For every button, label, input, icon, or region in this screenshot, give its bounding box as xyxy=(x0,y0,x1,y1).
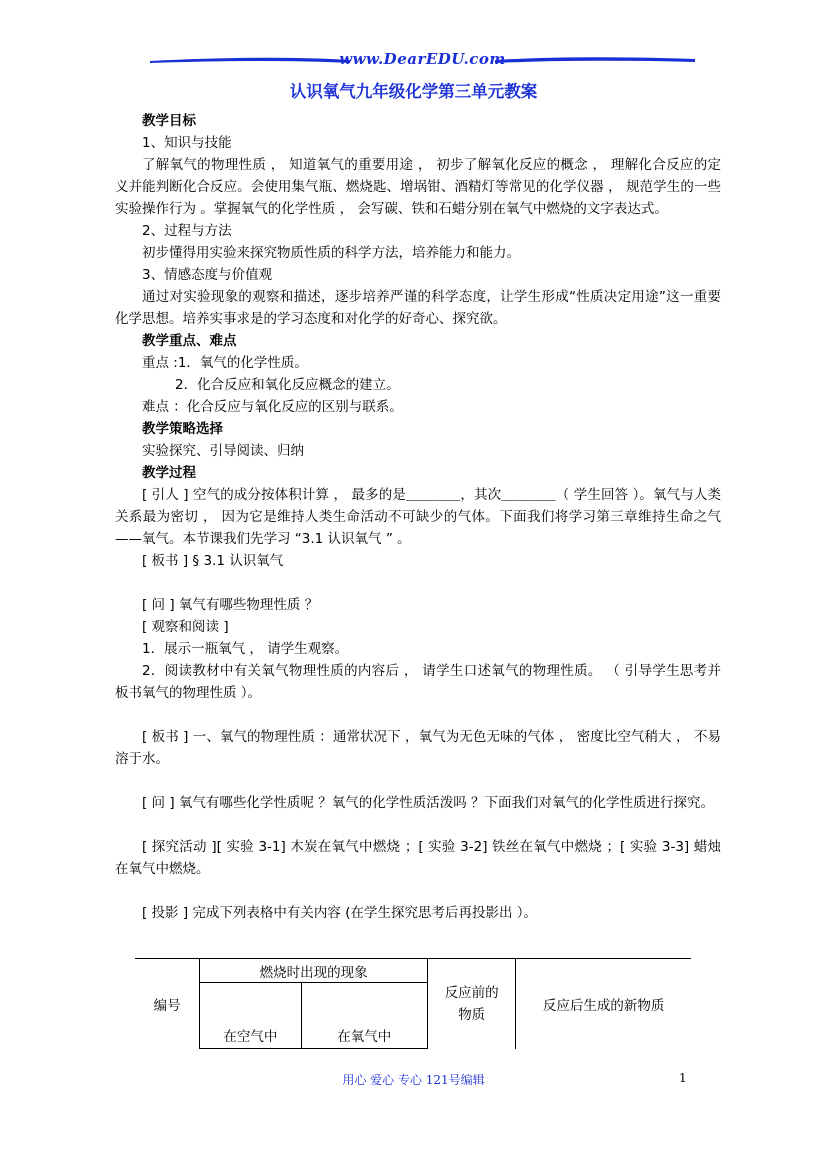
goal1-text: 了解氧气的物理性质 ， 知道氧气的重要用途 ， 初步了解氧化反应的概念 ， 理解化合反应的定义并能判断化合反应。会使用集气瓶、燃烧匙、增埚钳、酒精灯等常见的化学仪器 ， 规范学生的一些实验操作行为 。掌握氧气的化学性质 ， 会写碳、铁和石蜡分别在氧气中燃烧的文字表达式。 xyxy=(115,157,721,217)
goals-heading: 教学目标 xyxy=(142,113,196,129)
observe-step-2: 2．阅读教材中有关氧气物理性质的内容后 ， 请学生口述氧气的物理性质。 （ 引导学生思考并板书氧气的物理性质 ）。 xyxy=(115,663,721,701)
goal1-label: 1、知识与技能 xyxy=(142,135,232,151)
projection-note: [ 投影 ] 完成下列表格中有关内容 (在学生探究思考后再投影出 ）。 xyxy=(142,905,538,921)
goal3-label: 3、情感态度与价值观 xyxy=(142,267,273,283)
key-point-2: 2．化合反应和氧化反应概念的建立。 xyxy=(175,377,400,393)
observe-label: [ 观察和阅读 ] xyxy=(142,619,229,635)
combustion-table xyxy=(135,958,691,1049)
explore-activity: [ 探究活动 ][ 实验 3-1] 木炭在氧气中燃烧 ；[ 实验 3-2] 铁丝在氧气中燃烧 ；[ 实验 3-3] 蜡烛在氧气中燃烧。 xyxy=(115,839,721,877)
strategy-text: 实验探究、引导阅读、归纳 xyxy=(142,443,304,459)
table-header-after: 反应后生成的新物质 xyxy=(516,959,691,1049)
page-footer: 用心 爱心 专心 121号编辑 xyxy=(342,1073,485,1087)
table-header-before: 反应前的物质 xyxy=(428,959,516,1049)
document-body xyxy=(115,110,721,924)
key-heading: 教学重点、难点 xyxy=(142,333,237,349)
site-banner xyxy=(150,48,695,74)
goal2-text: 初步懂得用实验来探究物质性质的科学方法，培养能力和能力。 xyxy=(142,245,520,261)
observe-step-1: 1．展示一瓶氧气 ， 请学生观察。 xyxy=(142,641,349,657)
table-header-number: 编号 xyxy=(135,959,200,1049)
goal2-label: 2、过程与方法 xyxy=(142,223,232,239)
table-header-phenomenon: 燃烧时出现的现象 xyxy=(200,959,428,983)
strategy-heading: 教学策略选择 xyxy=(142,421,223,437)
table-header-in-oxygen: 在氧气中 xyxy=(301,1023,427,1049)
process-heading: 教学过程 xyxy=(142,465,196,481)
table-header-in-air: 在空气中 xyxy=(200,1023,301,1049)
board-note-1: [ 板书 ] § 3.1 认识氧气 xyxy=(142,553,284,569)
key-point-1: 重点 :1．氧气的化学性质。 xyxy=(142,355,308,371)
site-url[interactable]: www.DearEDU.com xyxy=(339,50,506,68)
intro-text: [ 引人 ] 空气的成分按体积计算 ， 最多的是＿＿＿＿，其次＿＿＿＿（ 学生回答 ）。氧气与人类关系最为密切 ， 因为它是维持人类生命活动不可缺少的气体。下面我们将学习第三章维持生命之气——氧气。本节课我们先学习 “3.1 认识氧气 ” 。 xyxy=(115,487,721,547)
difficulty-text: 难点 ：化合反应与氧化反应的区别与联系。 xyxy=(142,399,403,415)
document-title: 认识氧气九年级化学第三单元教案 xyxy=(289,82,538,101)
question-2: [ 问 ] 氧气有哪些化学性质呢 ？氧气的化学性质活泼吗 ？下面我们对氧气的化学性质进行探究。 xyxy=(142,795,714,811)
question-1: [ 问 ] 氧气有哪些物理性质 ？ xyxy=(142,597,319,613)
goal3-text: 通过对实验现象的观察和描述，逐步培养严谨的科学态度，让学生形成“性质决定用途”这一重要化学思想。培养实事求是的学习态度和对化学的好奇心、探究欲。 xyxy=(115,289,721,327)
page-number: 1 xyxy=(679,1071,687,1085)
board-note-2: [ 板书 ] 一、氧气的物理性质 ：通常状况下 ，氧气为无色无味的气体 ， 密度比空气稍大 ， 不易溶于水。 xyxy=(115,729,721,767)
